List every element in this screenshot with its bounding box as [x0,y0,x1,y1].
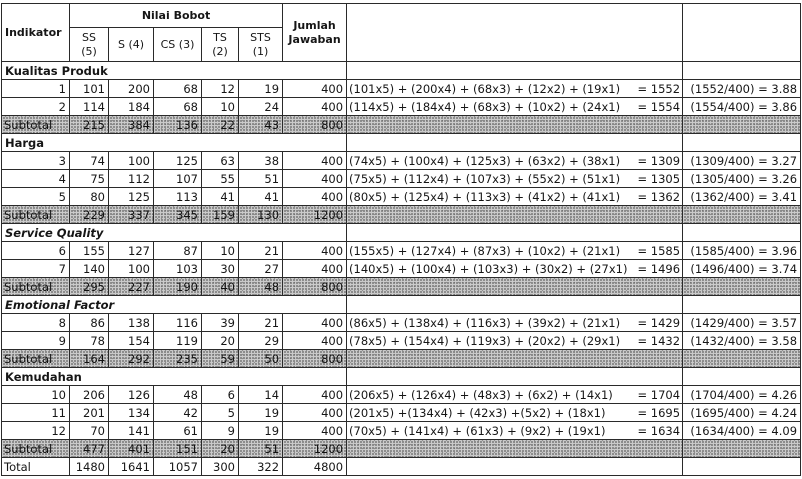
cell-cs: 119 [154,332,202,350]
subtotal-row-s: 401 [109,440,154,458]
header-col-s: S (4) [109,28,154,62]
formula-cell [347,422,683,440]
cell-ts: 5 [202,404,239,422]
subtotal-row-ss: 477 [70,440,109,458]
formula-expression: (201x5) +(134x4) + (42x3) +(5x2) + (18x1) [349,405,606,420]
formula-expression: (206x5) + (126x4) + (48x3) + (6x2) + (14x1) [349,387,613,402]
mean-cell: (1496/400) = 3.74 [683,260,801,278]
formula-cell [347,152,683,170]
formula-cell [347,62,683,80]
formula-cell [347,80,683,98]
cell-cs: 107 [154,170,202,188]
table-row [2,260,801,278]
subtotal-row-formula-cell [347,206,683,224]
formula [349,81,680,97]
cell-ts: 41 [202,188,239,206]
subtotal-row [2,278,801,296]
cell-sts: 41 [239,188,283,206]
subtotal-row-formula-cell [347,116,683,134]
subtotal-row-s: 337 [109,206,154,224]
mean-cell: (1585/400) = 3.96 [683,242,801,260]
subtotal-row-sts: 48 [239,278,283,296]
subtotal-row-cs: 235 [154,350,202,368]
row-number: 4 [2,170,70,188]
cell-cs: 125 [154,152,202,170]
subtotal-row-mean-cell [683,116,801,134]
total-row-cs: 1057 [154,458,202,476]
cell-jumlah: 400 [283,332,347,350]
formula-cell [347,296,683,314]
formula-cell [347,260,683,278]
header-jumlah-jawaban: Jumlah Jawaban [283,4,347,62]
formula-expression: (70x5) + (141x4) + (61x3) + (9x2) + (19x1) [349,423,606,438]
header-col-ts: TS (2) [202,28,239,62]
cell-jumlah: 400 [283,242,347,260]
row-number: 1 [2,80,70,98]
formula [349,243,680,259]
row-number: 6 [2,242,70,260]
subtotal-row-formula-cell [347,440,683,458]
cell-cs: 116 [154,314,202,332]
formula [349,261,680,277]
subtotal-row-s: 292 [109,350,154,368]
formula [349,387,680,403]
cell-jumlah: 400 [283,386,347,404]
cell-jumlah: 400 [283,80,347,98]
cell-jumlah: 400 [283,314,347,332]
section-title: Harga [2,134,347,152]
cell-ts: 20 [202,332,239,350]
table-row [2,386,801,404]
subtotal-row-ss: 215 [70,116,109,134]
cell-ts: 12 [202,80,239,98]
cell-ts: 39 [202,314,239,332]
total-row-jumlah: 4800 [283,458,347,476]
cell-ts: 10 [202,242,239,260]
table-body [2,62,801,476]
mean-cell [683,134,801,152]
cell-ts: 9 [202,422,239,440]
cell-ss: 140 [70,260,109,278]
formula-result: = 1496 [637,261,681,276]
header-col-cs: CS (3) [154,28,202,62]
formula-result: = 1309 [637,153,681,168]
subtotal-row-jumlah: 800 [283,350,347,368]
cell-s: 126 [109,386,154,404]
subtotal-row-ss: 295 [70,278,109,296]
cell-s: 200 [109,80,154,98]
cell-s: 138 [109,314,154,332]
subtotal-row [2,350,801,368]
row-number: 5 [2,188,70,206]
formula-cell [347,404,683,422]
cell-sts: 27 [239,260,283,278]
cell-s: 125 [109,188,154,206]
subtotal-row-ts: 59 [202,350,239,368]
mean-cell: (1634/400) = 4.09 [683,422,801,440]
cell-ss: 75 [70,170,109,188]
total-row-label: Total [2,458,70,476]
section-title: Kualitas Produk [2,62,347,80]
formula [349,99,680,115]
mean-cell [683,296,801,314]
mean-cell: (1704/400) = 4.26 [683,386,801,404]
formula-cell [347,134,683,152]
cell-ss: 114 [70,98,109,116]
cell-ss: 101 [70,80,109,98]
section-header-row [2,368,801,386]
subtotal-row [2,206,801,224]
formula-cell [347,314,683,332]
section-header-row [2,134,801,152]
subtotal-row-sts: 50 [239,350,283,368]
subtotal-row-sts: 130 [239,206,283,224]
cell-cs: 61 [154,422,202,440]
row-number: 10 [2,386,70,404]
mean-cell: (1429/400) = 3.57 [683,314,801,332]
cell-ss: 201 [70,404,109,422]
cell-cs: 42 [154,404,202,422]
total-row-s: 1641 [109,458,154,476]
formula-result: = 1362 [637,189,681,204]
mean-cell [683,224,801,242]
formula [349,171,680,187]
cell-sts: 38 [239,152,283,170]
cell-ss: 155 [70,242,109,260]
subtotal-row-jumlah: 800 [283,116,347,134]
subtotal-row-ts: 22 [202,116,239,134]
subtotal-row-cs: 136 [154,116,202,134]
subtotal-row-sts: 43 [239,116,283,134]
cell-s: 100 [109,260,154,278]
formula-result: = 1554 [637,99,681,114]
formula-result: = 1585 [637,243,681,258]
subtotal-row-jumlah: 1200 [283,440,347,458]
section-header-row [2,224,801,242]
row-number: 7 [2,260,70,278]
subtotal-row-ts: 159 [202,206,239,224]
formula-expression: (155x5) + (127x4) + (87x3) + (10x2) + (21x1) [349,243,621,258]
cell-sts: 24 [239,98,283,116]
subtotal-row [2,116,801,134]
cell-s: 184 [109,98,154,116]
total-row-mean-cell [683,458,801,476]
header-indikator: Indikator [2,4,70,62]
cell-jumlah: 400 [283,260,347,278]
total-row-ss: 1480 [70,458,109,476]
subtotal-row-cs: 151 [154,440,202,458]
subtotal-row-label: Subtotal [2,116,70,134]
mean-cell [683,368,801,386]
row-number: 3 [2,152,70,170]
row-number: 2 [2,98,70,116]
cell-s: 100 [109,152,154,170]
cell-ss: 206 [70,386,109,404]
total-row-sts: 322 [239,458,283,476]
cell-sts: 51 [239,170,283,188]
table-row [2,242,801,260]
header-mean [683,4,801,62]
cell-ss: 70 [70,422,109,440]
cell-s: 127 [109,242,154,260]
formula-cell [347,170,683,188]
mean-cell: (1432/400) = 3.58 [683,332,801,350]
subtotal-row-s: 384 [109,116,154,134]
subtotal-row-formula-cell [347,350,683,368]
subtotal-row-mean-cell [683,350,801,368]
formula [349,315,680,331]
table-row [2,404,801,422]
formula-cell [347,386,683,404]
cell-ts: 10 [202,98,239,116]
subtotal-row-ts: 20 [202,440,239,458]
cell-sts: 19 [239,80,283,98]
formula-expression: (75x5) + (112x4) + (107x3) + (55x2) + (51x1) [349,171,621,186]
cell-ss: 86 [70,314,109,332]
table-row [2,188,801,206]
cell-sts: 29 [239,332,283,350]
subtotal-row-sts: 51 [239,440,283,458]
mean-cell: (1309/400) = 3.27 [683,152,801,170]
subtotal-row-ss: 164 [70,350,109,368]
cell-jumlah: 400 [283,98,347,116]
cell-sts: 19 [239,404,283,422]
cell-jumlah: 400 [283,152,347,170]
cell-cs: 48 [154,386,202,404]
section-header-row [2,62,801,80]
formula [349,405,680,421]
section-title: Emotional Factor [2,296,347,314]
subtotal-row-mean-cell [683,206,801,224]
section-header-row [2,296,801,314]
cell-cs: 68 [154,98,202,116]
section-title: Kemudahan [2,368,347,386]
cell-ts: 30 [202,260,239,278]
cell-s: 154 [109,332,154,350]
cell-ts: 55 [202,170,239,188]
formula-expression: (86x5) + (138x4) + (116x3) + (39x2) + (21x1) [349,315,621,330]
cell-cs: 103 [154,260,202,278]
header-nilai-bobot: Nilai Bobot [70,4,283,28]
mean-cell: (1362/400) = 3.41 [683,188,801,206]
mean-cell [683,62,801,80]
row-number: 9 [2,332,70,350]
cell-ss: 74 [70,152,109,170]
table-row [2,170,801,188]
subtotal-row-formula-cell [347,278,683,296]
cell-cs: 113 [154,188,202,206]
formula-expression: (78x5) + (154x4) + (119x3) + (20x2) + (29x1) [349,333,621,348]
cell-sts: 21 [239,314,283,332]
cell-ts: 6 [202,386,239,404]
subtotal-row-label: Subtotal [2,350,70,368]
row-number: 8 [2,314,70,332]
formula [349,333,680,349]
formula [349,153,680,169]
subtotal-row [2,440,801,458]
subtotal-row-mean-cell [683,440,801,458]
header-row-top [2,4,801,28]
mean-cell: (1552/400) = 3.88 [683,80,801,98]
subtotal-row-jumlah: 1200 [283,206,347,224]
formula-expression: (80x5) + (125x4) + (113x3) + (41x2) + (41x1) [349,189,621,204]
row-number: 12 [2,422,70,440]
formula-cell [347,242,683,260]
total-row [2,458,801,476]
cell-jumlah: 400 [283,170,347,188]
header-col-sts: STS (1) [239,28,283,62]
table-row [2,80,801,98]
subtotal-row-cs: 345 [154,206,202,224]
subtotal-row-label: Subtotal [2,278,70,296]
table-row [2,332,801,350]
formula-expression: (140x5) + (100x4) + (103x3) + (30x2) + (27x1) [349,261,628,276]
subtotal-row-ss: 229 [70,206,109,224]
mean-cell: (1305/400) = 3.26 [683,170,801,188]
cell-s: 141 [109,422,154,440]
cell-ss: 80 [70,188,109,206]
formula-cell [347,98,683,116]
formula-result: = 1432 [637,333,681,348]
formula-result: = 1634 [637,423,681,438]
formula-expression: (74x5) + (100x4) + (125x3) + (63x2) + (38x1) [349,153,621,168]
cell-cs: 68 [154,80,202,98]
cell-jumlah: 400 [283,188,347,206]
subtotal-row-jumlah: 800 [283,278,347,296]
table-row [2,314,801,332]
questionnaire-score-table [1,3,801,476]
formula [349,423,680,439]
cell-sts: 19 [239,422,283,440]
total-row-ts: 300 [202,458,239,476]
cell-cs: 87 [154,242,202,260]
formula-cell [347,368,683,386]
table-row [2,152,801,170]
row-number: 11 [2,404,70,422]
cell-s: 112 [109,170,154,188]
table-row [2,422,801,440]
mean-cell: (1554/400) = 3.86 [683,98,801,116]
formula-result: = 1552 [637,81,681,96]
header-formula [347,4,683,62]
formula-expression: (101x5) + (200x4) + (68x3) + (12x2) + (19x1) [349,81,621,96]
cell-jumlah: 400 [283,404,347,422]
subtotal-row-label: Subtotal [2,206,70,224]
formula-expression: (114x5) + (184x4) + (68x3) + (10x2) + (24x1) [349,99,621,114]
cell-s: 134 [109,404,154,422]
cell-sts: 21 [239,242,283,260]
section-title: Service Quality [2,224,347,242]
formula-cell [347,224,683,242]
subtotal-row-ts: 40 [202,278,239,296]
formula-result: = 1695 [637,405,681,420]
cell-jumlah: 400 [283,422,347,440]
cell-sts: 14 [239,386,283,404]
formula-cell [347,188,683,206]
table-row [2,98,801,116]
subtotal-row-mean-cell [683,278,801,296]
mean-cell: (1695/400) = 4.24 [683,404,801,422]
cell-ts: 63 [202,152,239,170]
header-col-ss: SS (5) [70,28,109,62]
formula [349,189,680,205]
subtotal-row-s: 227 [109,278,154,296]
subtotal-row-cs: 190 [154,278,202,296]
formula-result: = 1704 [637,387,681,402]
formula-result: = 1305 [637,171,681,186]
table-header [2,4,801,62]
cell-ss: 78 [70,332,109,350]
formula-cell [347,332,683,350]
total-row-formula-cell [347,458,683,476]
formula-result: = 1429 [637,315,681,330]
subtotal-row-label: Subtotal [2,440,70,458]
